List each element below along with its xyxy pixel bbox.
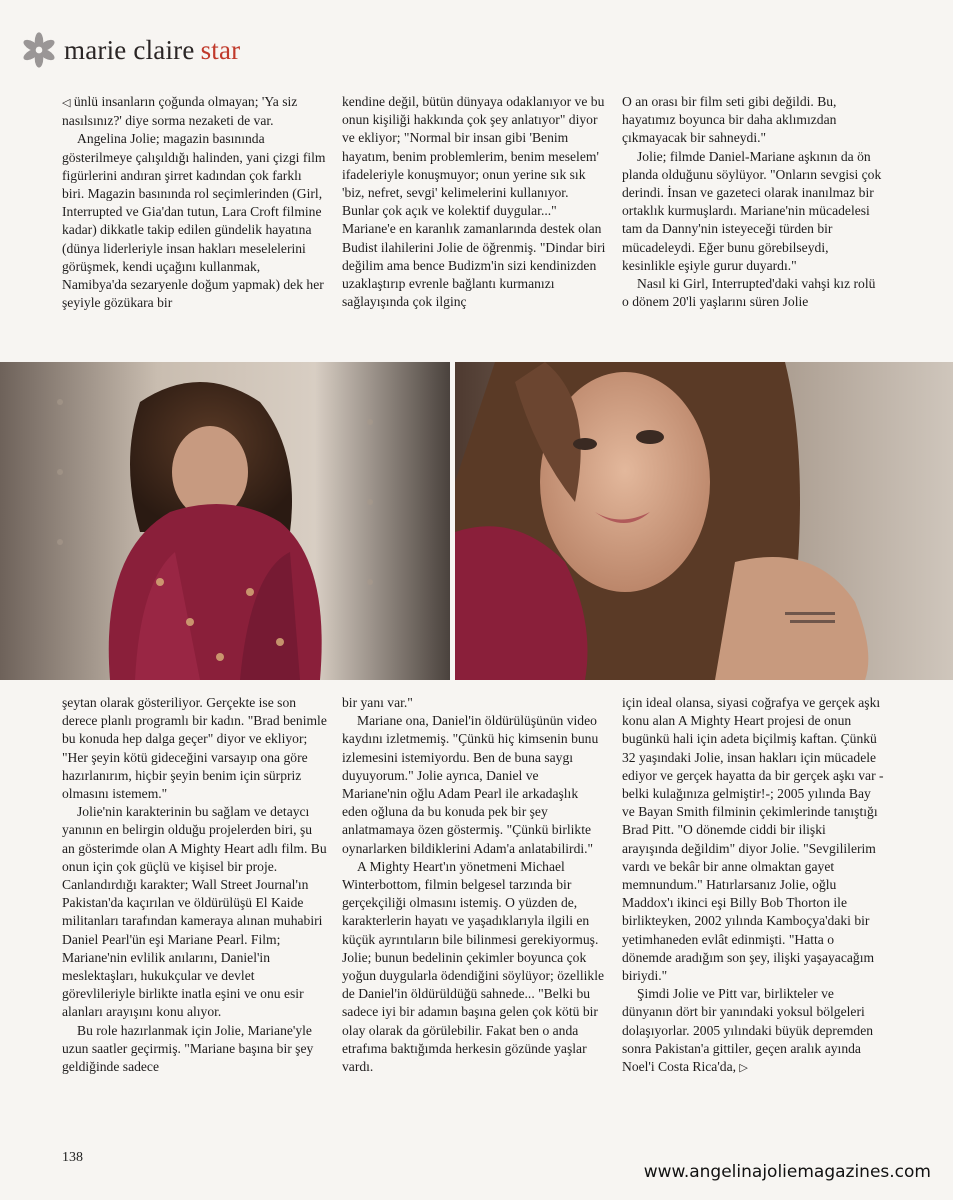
page-number: 138: [62, 1150, 83, 1165]
paragraph: ◁ ünlü insanların çoğunda olmayan; 'Ya siz nasılsınız?' diye sorma nezaketi de var.: [62, 94, 298, 129]
bottom-column-1: [62, 694, 327, 1076]
brand-name: marie claire: [64, 34, 195, 65]
paragraph: Şimdi Jolie ve Pitt var, birlikteler ve dünyanın dört bir yanındaki yoksul bölgeleri dolaşıyorlar. 2005 yılındaki büyük depremden sonra Pakistan'a gittiler, geçen aralık ayında Noel'i Costa Rica'da, ▷: [622, 986, 874, 1075]
paragraph: şeytan olarak gösteriliyor. Gerçekte ise son derece planlı programlı bir kadın. "Brad benimle bu konuda hep dalga geçer" diyor ve ekliyor; "Her şeyin kötü gideceğini varsayıp ona göre hazırlanırım, hiçbir şeyin benim için sürpriz olmasını istemem.": [62, 695, 327, 802]
paragraph: bir yanı var.": [342, 695, 413, 710]
paragraph: kendine değil, bütün dünyaya odaklanıyor ve bu onun kişiliği hakkında çok şey anlatıyor" diyor ve ekliyor; "Normal bir insan gibi 'Benim hayatım, benim problemlerim, benim meselem' ifadeleriyle konuşmuyor; onun yerine sık sık 'biz, nefret, sevgi' kelimelerini kullanıyor. Bunlar çok açık ve kolektif duygular..." Mariane'e en karanlık zamanlarında destek olan Budist ilahilerini Jolie de öğrenmiş. "Dindar biri değilim ama bence Budizm'in sizi kendinizden uzaklaştırıp evrenle bağlantı kurmanızı sağlayışında çok ilginç: [342, 94, 606, 310]
magazine-header: [20, 30, 240, 70]
flower-icon: [20, 31, 58, 69]
continue-to-icon: ▷: [739, 1061, 748, 1075]
paragraph: Jolie; filmde Daniel-Mariane aşkının da ön planda olduğunu söylüyor. "Onların sevgisi çok derindi. İnsan ve gazeteci olarak inanılmaz bir ortaklık kurmuşlardı. Mariane'nin mücadelesi tam da Danny'nin isteyeceği türden bir mücadeleydi. Eğer bunu görebilseydi, kesinlikle eşiyle gurur duyardı.": [622, 148, 882, 273]
section-name: star: [200, 34, 241, 65]
photo-left: [0, 362, 450, 680]
top-column-2: [342, 93, 607, 311]
paragraph: için ideal olansa, siyasi coğrafya ve gerçek aşkı konu alan A Mighty Heart projesi de onun bugünkü hali için adeta biçilmiş kaftan. Çünkü 32 yaşındaki Jolie, insan hakları için mücadele ediyor ve gerçek hayatta da bir gerçek aşkı var -belki kulağınıza gelmiştir!-; 2005 yılında Bay ve Bayan Smith filminin çekimlerinde tanıştığı Brad Pitt. "O dönemde ciddi bir ilişki arayışında değildim" diyor Jolie. "Sevgililerim vardı ve bekâr bir anne olmaktan gayet memnundum." Hatırlarsanız Jolie, oğlu Maddox'ı ikinci eşi Billy Bob Thorton ile birlikteyken, 2002 yılında Kamboçya'daki bir yetimhaneden evlât edinmişti. "Hatta o dönemde aradığım son şey, ilişki yaşayacağım biriydi.": [622, 695, 884, 984]
bottom-column-3: [622, 694, 884, 1077]
photo-strip: [0, 362, 953, 680]
bottom-column-2: [342, 694, 607, 1076]
paragraph: A Mighty Heart'ın yönetmeni Michael Winterbottom, filmin belgesel tarzında bir gerçekçiliği olmasını istemiş. O yüzden de, karakterlerin hayatı ve yaşadıklarıyla ilgili en küçük ayrıntıların bile bilinmesi gerekiyormuş. Jolie; bunun bedelinin çekimler boyunca çok yoğun duygularla ödendiğini söylüyor; özellikle de Daniel'in öldürüldüğü sahnede... "Belki bu sadece iyi bir adamın başına gelen çok kötü bir olay olarak da görülebilir. Fakat ben o anda etrafıma baktığımda herkesin gözünde yaşlar vardı.: [342, 858, 605, 1075]
paragraph: Nasıl ki Girl, Interrupted'daki vahşi kız rolü o dönem 20'li yaşlarını süren Jolie: [622, 276, 876, 310]
top-column-1: [62, 93, 327, 312]
website-url: www.angelinajoliemagazines.com: [643, 1162, 931, 1182]
paragraph: Angelina Jolie; magazin basınında gösterilmeye çalışıldığı halinden, yani çizgi film figürlerini andıran şirret kadından çok farklı biri. Magazin basınında rol seçimlerinden (Girl, Interrupted ve Gia'dan tutun, Lara Croft filmine kadar) dikkatle takip edilen gündelik hayatına (dünya liderleriyle insan hakları meselelerini görüşmek, kendi uçağını kullanmak, Namibya'da sezaryenle doğum yapmak) dek her şeyiyle gözükara bir: [62, 131, 326, 311]
top-column-3: [622, 93, 884, 311]
paragraph: O an orası bir film seti gibi değildi. Bu, hayatımız boyunca bir daha aklımızdan çıkmayacak bir sahneydi.": [622, 94, 837, 146]
continue-from-icon: ◁: [62, 96, 71, 109]
paragraph: Mariane ona, Daniel'in öldürülüşünün video kaydını izletmemiş. "Çünkü hiç kimsenin bunu izlemesini istemiyordu. Ben de buna saygı duyuyorum." Jolie ayrıca, Daniel ve Mariane'nin oğlu Adam Pearl ile arkadaşlık eden oğluna da bu konuda pek bir şey anlatmamaya özen göstermiş. "Çünkü birlikte oynarlarken bildiklerini Adam'a anlatabilirdi.": [342, 713, 599, 856]
paragraph: Bu role hazırlanmak için Jolie, Mariane'yle uzun saatler geçirmiş. "Mariane başına bir şey geldiğinde sadece: [62, 1022, 314, 1075]
paragraph: Jolie'nin karakterinin bu sağlam ve detaycı yanının en belirgin olduğu projelerden biri, şu an gösterimde olan A Mighty Heart adlı film. Bu onun için çok güçlü ve kişisel bir proje. Canlandırdığı karakter; Wall Street Journal'ın Pakistan'da kaçırılan ve öldürülüşü El Kaide militanları tarafından kameraya alınan muhabiri Daniel Pearl'ün eşi Mariane Pearl. Film; Mariane'nin evlilik anılarını, Daniel'in meslektaşları, hukukçular ve devlet görevlileriyle birlikte inatla eşini ve onu esir alanları arayışını konu alıyor.: [62, 804, 327, 1020]
photo-right: [455, 362, 953, 680]
